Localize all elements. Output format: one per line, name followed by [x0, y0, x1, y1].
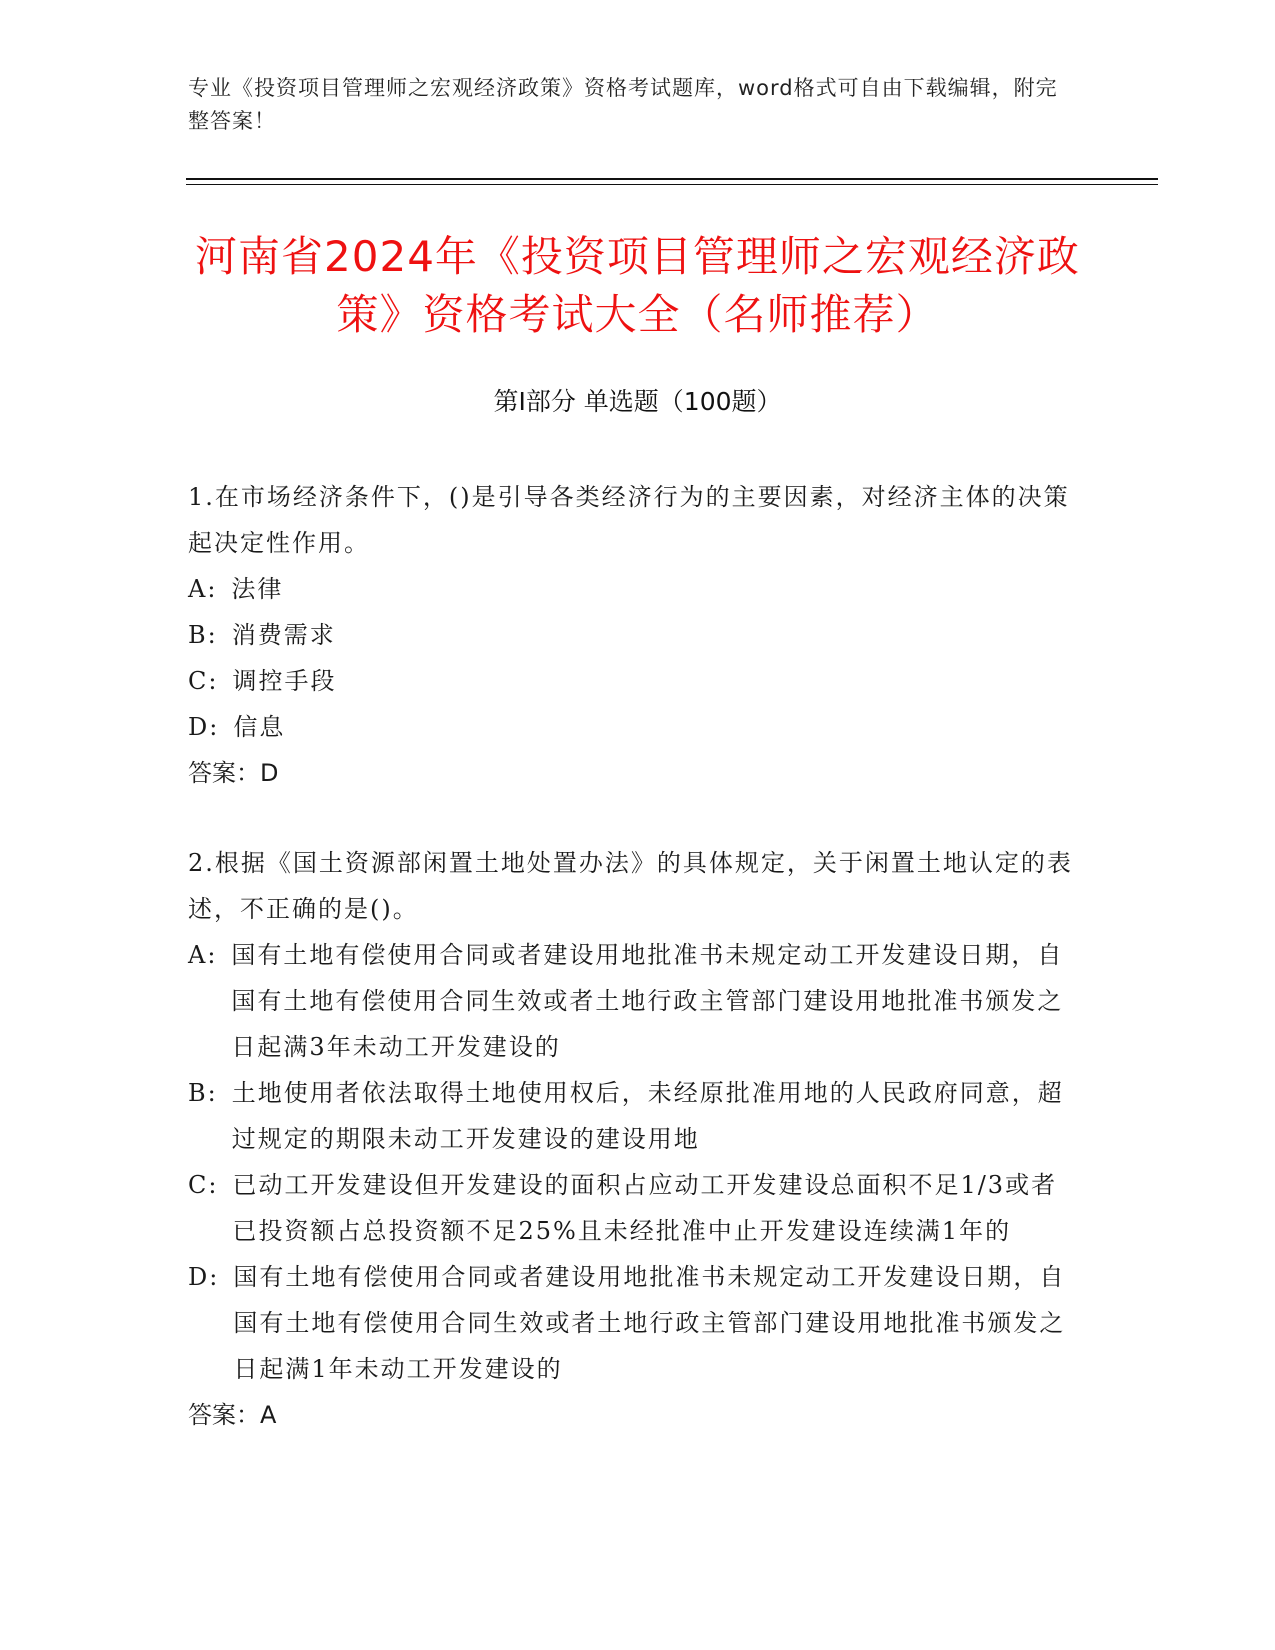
option-d — [188, 1254, 1078, 1392]
option-d — [188, 704, 1078, 750]
question-1 — [188, 474, 1078, 796]
option-text: 国有土地有偿使用合同或者建设用地批准书未规定动工开发建设日期，自国有土地有偿使用合同生效或者土地行政主管部门建设用地批准书颁发之日起满3年未动工开发建设的 — [231, 941, 1064, 1061]
option-text: 法律 — [231, 575, 284, 603]
option-c — [188, 658, 1078, 704]
option-a — [188, 566, 1078, 612]
option-b — [188, 1070, 1078, 1162]
option-letter: A: — [188, 941, 218, 969]
answer-line: 答案：D — [188, 759, 279, 787]
question-2 — [188, 840, 1078, 1438]
option-a — [188, 932, 1078, 1070]
option-letter: B: — [188, 1079, 218, 1107]
option-b — [188, 612, 1078, 658]
option-text: 消费需求 — [231, 621, 336, 649]
answer-line: 答案：A — [188, 1401, 277, 1429]
option-text: 已动工开发建设但开发建设的面积占应动工开发建设总面积不足1/3或者已投资额占总投资额不足25%且未经批准中止开发建设连续满1年的 — [232, 1171, 1058, 1245]
option-text: 信息 — [233, 713, 286, 741]
option-letter: C: — [188, 1171, 219, 1199]
question-list — [188, 474, 1078, 1482]
option-letter: C: — [188, 667, 219, 695]
header-rule-thick — [186, 178, 1158, 180]
header-note: 专业《投资项目管理师之宏观经济政策》资格考试题库，word格式可自由下载编辑，附完整答案！ — [188, 76, 1058, 133]
option-text: 土地使用者依法取得土地使用权后，未经原批准用地的人民政府同意，超过规定的期限未动工开发建设的建设用地 — [231, 1079, 1064, 1153]
option-letter: A: — [188, 575, 218, 603]
document-title: 河南省2024年《投资项目管理师之宏观经济政策》资格考试大全（名师推荐） — [195, 232, 1080, 339]
option-text: 国有土地有偿使用合同或者建设用地批准书未规定动工开发建设日期，自国有土地有偿使用合同生效或者土地行政主管部门建设用地批准书颁发之日起满1年未动工开发建设的 — [233, 1263, 1066, 1383]
question-stem: 1.在市场经济条件下，()是引导各类经济行为的主要因素，对经济主体的决策起决定性作用。 — [188, 483, 1070, 557]
option-letter: D: — [188, 1263, 220, 1291]
header-rule-thin — [186, 184, 1158, 185]
option-text: 调控手段 — [232, 667, 337, 695]
option-letter: D: — [188, 713, 220, 741]
option-c — [188, 1162, 1078, 1254]
option-letter: B: — [188, 621, 218, 649]
question-stem: 2.根据《国土资源部闲置土地处置办法》的具体规定，关于闲置土地认定的表述，不正确的是()。 — [188, 849, 1073, 923]
section-title: 第Ⅰ部分 单选题（100题） — [493, 387, 782, 416]
